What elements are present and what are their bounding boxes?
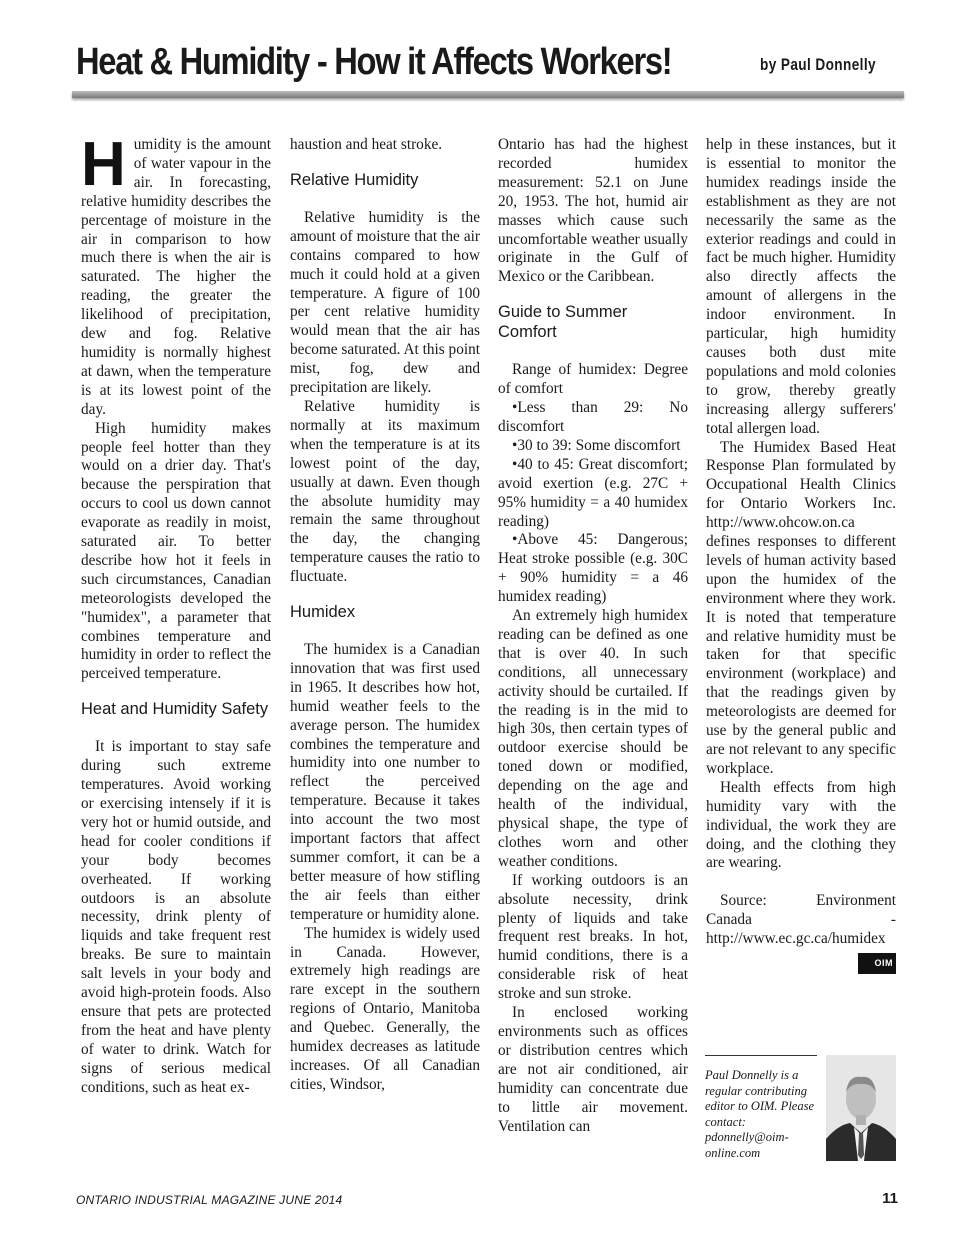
list-item: •30 to 39: Some discomfort bbox=[512, 436, 681, 454]
publication-footer: ONTARIO INDUSTRIAL MAGAZINE JUNE 2014 bbox=[76, 1193, 343, 1207]
oim-end-mark: OIM bbox=[858, 953, 897, 974]
source-citation: Source: Environment Canada - http://www.ec.gc.ca/humidex OIM bbox=[706, 892, 896, 949]
subheading-heat-safety: Heat and Humidity Safety bbox=[81, 700, 269, 719]
byline: by Paul Donnelly bbox=[760, 55, 876, 74]
paragraph: haustion and heat stroke. bbox=[290, 136, 443, 153]
paragraph: In enclosed working environments such as offices or distribution centres which are not air conditioned, air humidity can concentrate due to little air movement. Ventilation can bbox=[498, 1004, 688, 1135]
column-2 bbox=[290, 136, 480, 1095]
paragraph: High humidity makes people feel hotter than they would on a drier day. That's because the perspiration that occurs to cool us down cannot evaporate as readily in moist, saturated air. To better describe how hot it feels in such circumstances, Canadian meteorologists developed the "humidex", a parameter that combines temperature and humidity in order to reflect the perceived temperature. bbox=[81, 419, 271, 683]
paragraph: Relative humidity is the amount of moisture that the air contains compared to how much it could hold at a given temperature. A figure of 100 per cent relative humidity would mean that the air has become saturated. At this point mist, fog, dew and precipitation are likely. bbox=[290, 208, 480, 397]
paragraph: If working outdoors is an absolute necessity, drink plenty of liquids and take frequent rest breaks. In hot, humid conditions, there is a considerable risk of heat stroke and sun stroke. bbox=[498, 871, 688, 1003]
title-rule bbox=[72, 91, 904, 98]
list-item: •Above 45: Dangerous; Heat stroke possible (e.g. 30C + 90% humidity = a 46 humidex reading) bbox=[498, 531, 688, 606]
paragraph: Range of humidex: Degree of comfort bbox=[498, 361, 688, 398]
column-4 bbox=[706, 136, 896, 974]
subheading-summer-comfort: Guide to Summer Comfort bbox=[498, 303, 628, 342]
subheading-relative-humidity: Relative Humidity bbox=[290, 170, 419, 189]
column-1 bbox=[81, 130, 271, 1098]
column-3 bbox=[498, 136, 688, 1136]
article-title: Heat & Humidity - How it Affects Workers! bbox=[76, 41, 672, 83]
paragraph: help in these instances, but it is essential to monitor the humidex readings inside the establishment as they are not necessarily the same as the exterior readings and could in fact be much higher. Humidity also directly affects the amount of allergens in the indoor environment. In particular, high humidity causes both dust mite populations and mold colonies to grow, thereby greatly increasing allergy sufferers' total allergen load. bbox=[706, 136, 896, 437]
subheading-humidex: Humidex bbox=[290, 603, 356, 622]
paragraph: An extremely high humidex reading can be defined as one that is over 40. In such conditions, all unnecessary activity should be curtailed. If the reading is in the mid to high 30s, then certain types of outdoor exercise should be toned down or modified, depending on the age and health of the individual, physical shape, the type of clothes worn and other weather conditions. bbox=[498, 607, 688, 870]
paragraph: The Humidex Based Heat Response Plan formulated by Occupational Health Clinics for Ontario Workers Inc. http://www.ohcow.on.ca defines responses to different levels of human activity based upon the humidex of the environment where they work. It is noted that temperature and relative humidity must be taken for that specific environment (workplace) and that the readings given by meteorologists are deemed for use by the general public and are not relevant to any specific workplace. bbox=[706, 438, 896, 777]
paragraph: It is important to stay safe during such extreme temperatures. Avoid working or exercising intensely if it is very hot or humid outside, and head for cooler conditions if your body becomes overheated. If working outdoors is an absolute necessity, drink plenty of liquids and take frequent rest breaks. Be sure to maintain salt levels in your body and avoid high-protein foods. Also ensure that pets are protected from the heat and have plenty of water to drink. Watch for signs of serious medical conditions, such as heat ex- bbox=[81, 738, 271, 1096]
author-bio: Paul Donnelly is a regular contributing editor to OIM. Please contact: pdonnelly@oim-online.com bbox=[705, 1055, 817, 1161]
drop-cap: H bbox=[81, 130, 126, 199]
paragraph: Relative humidity is normally at its maximum when the temperature is at its lowest point of the day, usually at dawn. Even though the absolute humidity may remain the same throughout the day, the changing temperature causes the ratio to fluctuate. bbox=[290, 397, 480, 586]
list-item: •Less than 29: No discomfort bbox=[498, 399, 688, 435]
paragraph: Ontario has had the highest recorded humidex measurement: 52.1 on June 20, 1953. The hot, humid air masses which cause such uncomfortable weather usually originate in the Gulf of Mexico or the Caribbean. bbox=[498, 136, 688, 286]
list-item: •40 to 45: Great discomfort; avoid exertion (e.g. 27C + 95% humidity = a 40 humidex reading) bbox=[498, 455, 688, 530]
paragraph: The humidex is a Canadian innovation that was first used in 1965. It describes how hot, humid weather feels to the average person. The humidex combines the temperature and humidity into one number to reflect the perceived temperature. Because it takes into account the two most important factors that affect summer comfort, it can be a better measure of how stifling the air feels than either temperature or humidity alone. bbox=[290, 641, 480, 923]
author-photo bbox=[826, 1055, 896, 1161]
paragraph: The humidex is widely used in Canada. However, extremely high readings are rare except in the southern regions of Ontario, Manitoba and Quebec. Generally, the humidex decreases as latitude increases. Of all Canadian cities, Windsor, bbox=[290, 924, 480, 1093]
paragraph: Health effects from high humidity vary with the individual, the work they are doing, and the clothing they are wearing. bbox=[706, 778, 896, 872]
page-number: 11 bbox=[882, 1190, 898, 1207]
paragraph: Humidity is the amount of water vapour in the air. In forecasting, relative humidity describes the percentage of moisture in the air in comparison to how much there is when the air is saturated. The higher the reading, the greater the likelihood of precipitation, dew and fog. Relative humidity is normally highest at dawn, when the temperature is at its lowest point of the day. bbox=[81, 130, 271, 418]
